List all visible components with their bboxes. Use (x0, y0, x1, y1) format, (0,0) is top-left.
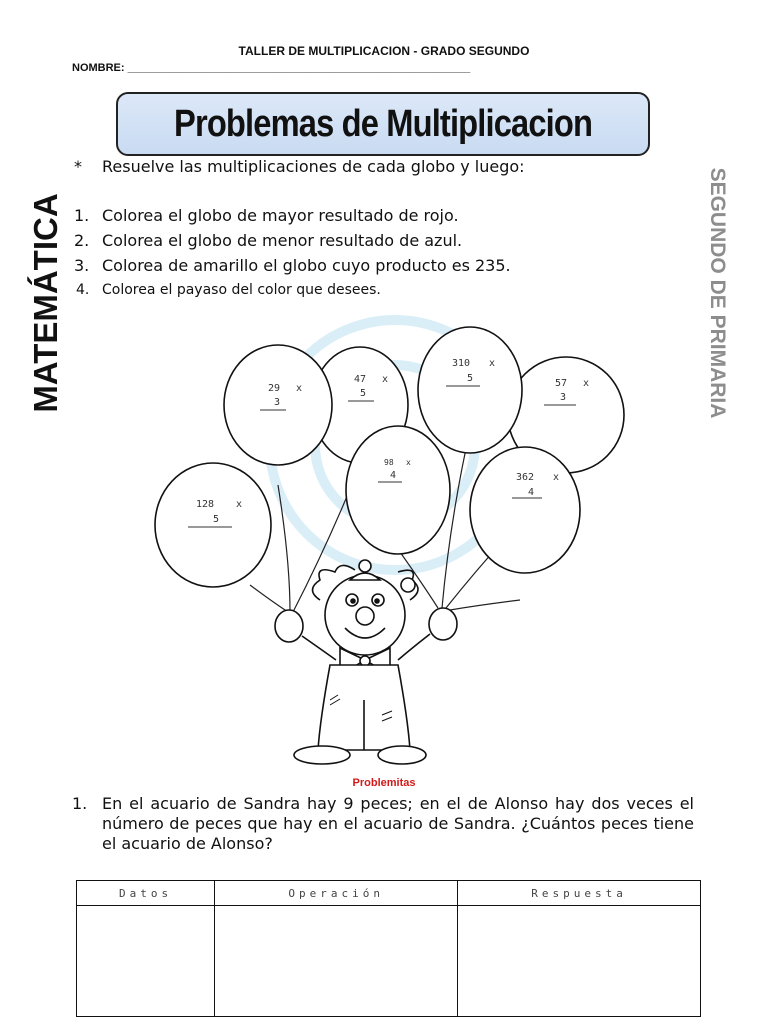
balloon-factor: 362 (516, 472, 535, 483)
balloon-operator: x (583, 378, 590, 389)
balloon-factor: 4 (390, 470, 397, 481)
balloon-factor: 3 (560, 392, 567, 403)
balloon-factor: 5 (360, 388, 367, 399)
balloon (155, 463, 271, 587)
instruction-text: Resuelve las multiplicaciones de cada globo y luego: (102, 157, 525, 176)
balloon-factor: 29 (268, 383, 281, 394)
problems-heading: Problemitas (352, 777, 416, 789)
balloon-operator: x (236, 499, 243, 510)
balloon-factor: 5 (467, 373, 474, 384)
balloon-operator: x (489, 358, 496, 369)
step-number: 1. (74, 206, 90, 225)
balloon (346, 426, 450, 554)
page-title: Problemas de Multiplicacion (173, 102, 593, 145)
respuesta-cell[interactable] (458, 906, 701, 1017)
clown-drawing (275, 560, 457, 764)
problem-number: 1. (72, 794, 88, 813)
balloon (470, 447, 580, 573)
balloon-factor: 128 (196, 499, 215, 510)
grade-label: SEGUNDO DE PRIMARIA (706, 167, 729, 418)
balloon (418, 327, 522, 453)
step-text: Colorea el globo de mayor resultado de rojo. (102, 206, 459, 225)
balloon-operator: x (296, 383, 303, 394)
step-number: 2. (74, 231, 90, 250)
step-number: 3. (74, 256, 90, 275)
balloon-factor: 47 (354, 374, 367, 385)
step-text: Colorea el payaso del color que desees. (102, 282, 381, 298)
problem-text: En el acuario de Sandra hay 9 peces; en el de Alonso hay dos veces el número de peces que hay en el acuario de Sandra. ¿Cuántos peces tiene el acuario de Alonso? (102, 794, 694, 853)
balloon-factor: 98 (384, 458, 394, 467)
datos-cell[interactable] (77, 906, 215, 1017)
step-text: Colorea de amarillo el globo cuyo producto es 235. (102, 256, 511, 275)
table-header-operacion: Operación (215, 881, 458, 906)
balloon-operator: x (382, 374, 389, 385)
instruction-bullet: * (74, 157, 82, 176)
balloon-operator: x (553, 472, 560, 483)
answer-table (76, 880, 701, 1017)
table-header-datos: Datos (77, 881, 215, 906)
balloon-factor: 4 (528, 487, 535, 498)
balloon-factor: 3 (274, 397, 281, 408)
step-number: 4. (76, 282, 90, 298)
subject-label: MATEMÁTICA (27, 192, 64, 413)
balloon-factor: 57 (555, 378, 568, 389)
name-field-label: NOMBRE: ________________________________________________________ (72, 62, 471, 74)
operacion-cell[interactable] (215, 906, 458, 1017)
balloon-factor: 310 (452, 358, 471, 369)
worksheet-header: TALLER DE MULTIPLICACION - GRADO SEGUNDO (238, 44, 530, 58)
balloon-operator: x (406, 458, 411, 467)
balloons (155, 327, 624, 587)
table-header-respuesta: Respuesta (458, 881, 701, 906)
balloon-factor: 5 (213, 514, 220, 525)
step-text: Colorea el globo de menor resultado de azul. (102, 231, 463, 250)
